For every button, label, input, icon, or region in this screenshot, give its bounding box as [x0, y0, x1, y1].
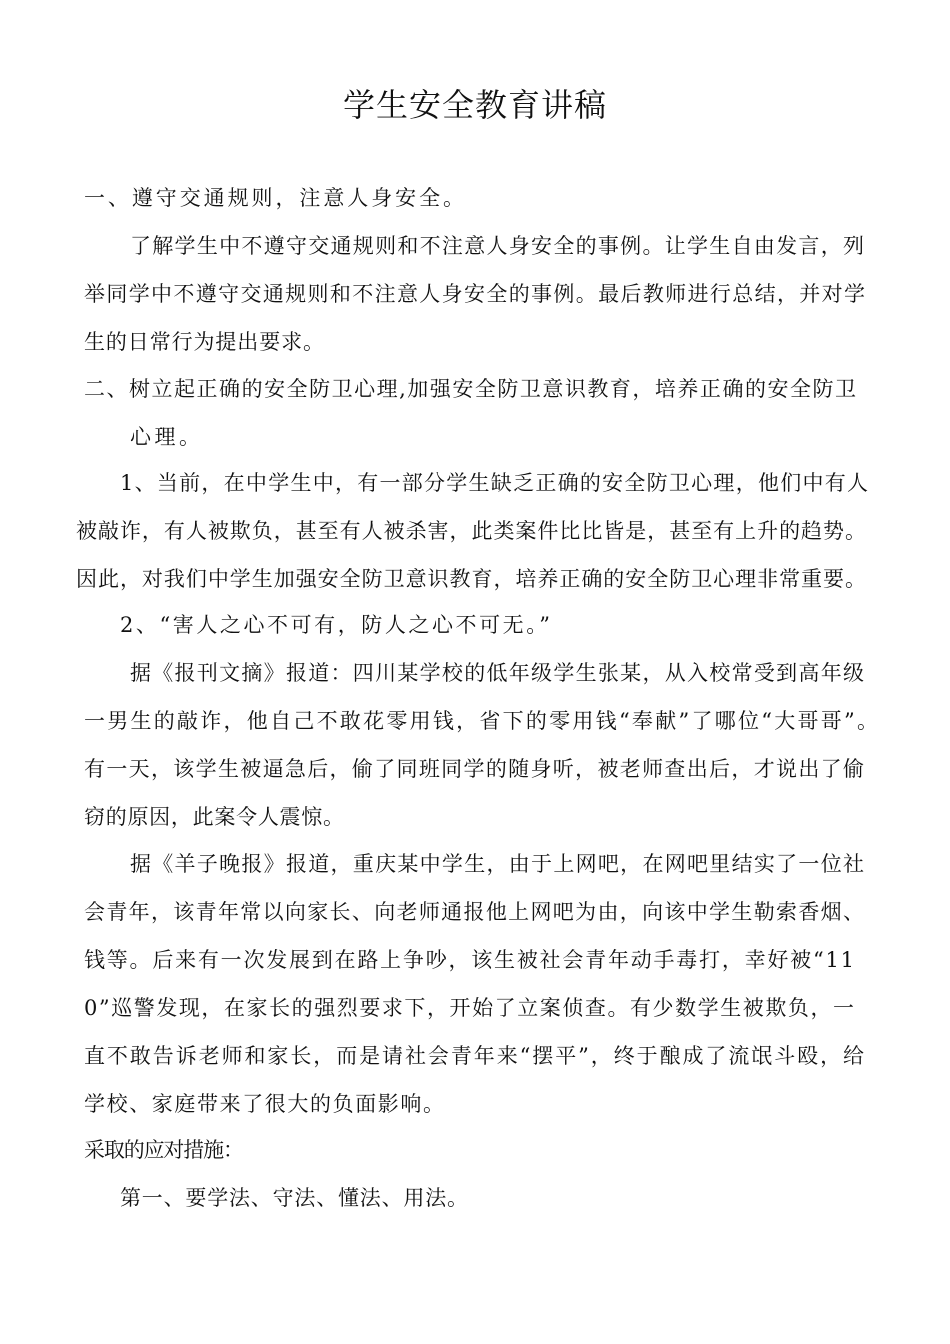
measures-heading: 采取的应对措施：	[84, 1138, 243, 1162]
paragraph-line: 了解学生中不遵守交通规则和不注意人身安全的事例。让学生自由发言，列	[130, 234, 866, 258]
section-heading-1: 一、遵守交通规则，注意人身安全。	[84, 186, 467, 210]
paragraph-line: 被敲诈，有人被欺负，甚至有人被杀害，此类案件比比皆是，甚至有上升的趋势。	[76, 519, 867, 543]
paragraph-line: 直不敢告诉老师和家长，而是请社会青年来“摆平”，终于酿成了流氓斗殴，给	[84, 1044, 866, 1068]
paragraph-line: 有一天，该学生被逼急后，偷了同班同学的随身听，被老师查出后，才说出了偷	[84, 757, 866, 781]
paragraph-line: 会青年，该青年常以向家长、向老师通报他上网吧为由，向该中学生勒索香烟、	[84, 900, 866, 924]
document-title: 学生安全教育讲稿	[342, 86, 607, 124]
paragraph-line: 因此，对我们中学生加强安全防卫意识教育，培养正确的安全防卫心理非常重要。	[76, 567, 867, 591]
paragraph-line: 据《报刊文摘》报道：四川某学校的低年级学生张某，从入校常受到高年级	[130, 661, 866, 685]
paragraph-line: 生的日常行为提出要求。	[84, 330, 325, 354]
paragraph-line: 学校、家庭带来了很大的负面影响。	[84, 1092, 446, 1116]
quote-line: 2、“害人之心不可有，防人之心不可无。”	[120, 613, 553, 637]
paragraph-line: 钱等。后来有一次发展到在路上争吵，该生被社会青年动手毒打，幸好被“11	[84, 948, 856, 972]
section-heading-2: 二、树立起正确的安全防卫心理,加强安全防卫意识教育，培养正确的安全防卫	[84, 377, 858, 401]
paragraph-line: 举同学中不遵守交通规则和不注意人身安全的事例。最后教师进行总结，并对学	[84, 282, 867, 306]
paragraph-line: 1、当前，在中学生中，有一部分学生缺乏正确的安全防卫心理，他们中有人	[120, 471, 870, 495]
paragraph-line: 据《羊子晚报》报道，重庆某中学生，由于上网吧，在网吧里结实了一位社	[130, 852, 866, 876]
paragraph-line: 窃的原因，此案令人震惊。	[84, 805, 345, 829]
paragraph-line: 0”巡警发现，在家长的强烈要求下，开始了立案侦查。有少数学生被欺负，一	[84, 996, 856, 1020]
measure-item-1: 第一、要学法、守法、懂法、用法。	[120, 1186, 469, 1210]
paragraph-line: 一男生的敲诈，他自己不敢花零用钱，省下的零用钱“奉献”了哪位“大哥哥”。	[84, 709, 881, 733]
section-heading-2-cont: 心理。	[130, 425, 204, 449]
